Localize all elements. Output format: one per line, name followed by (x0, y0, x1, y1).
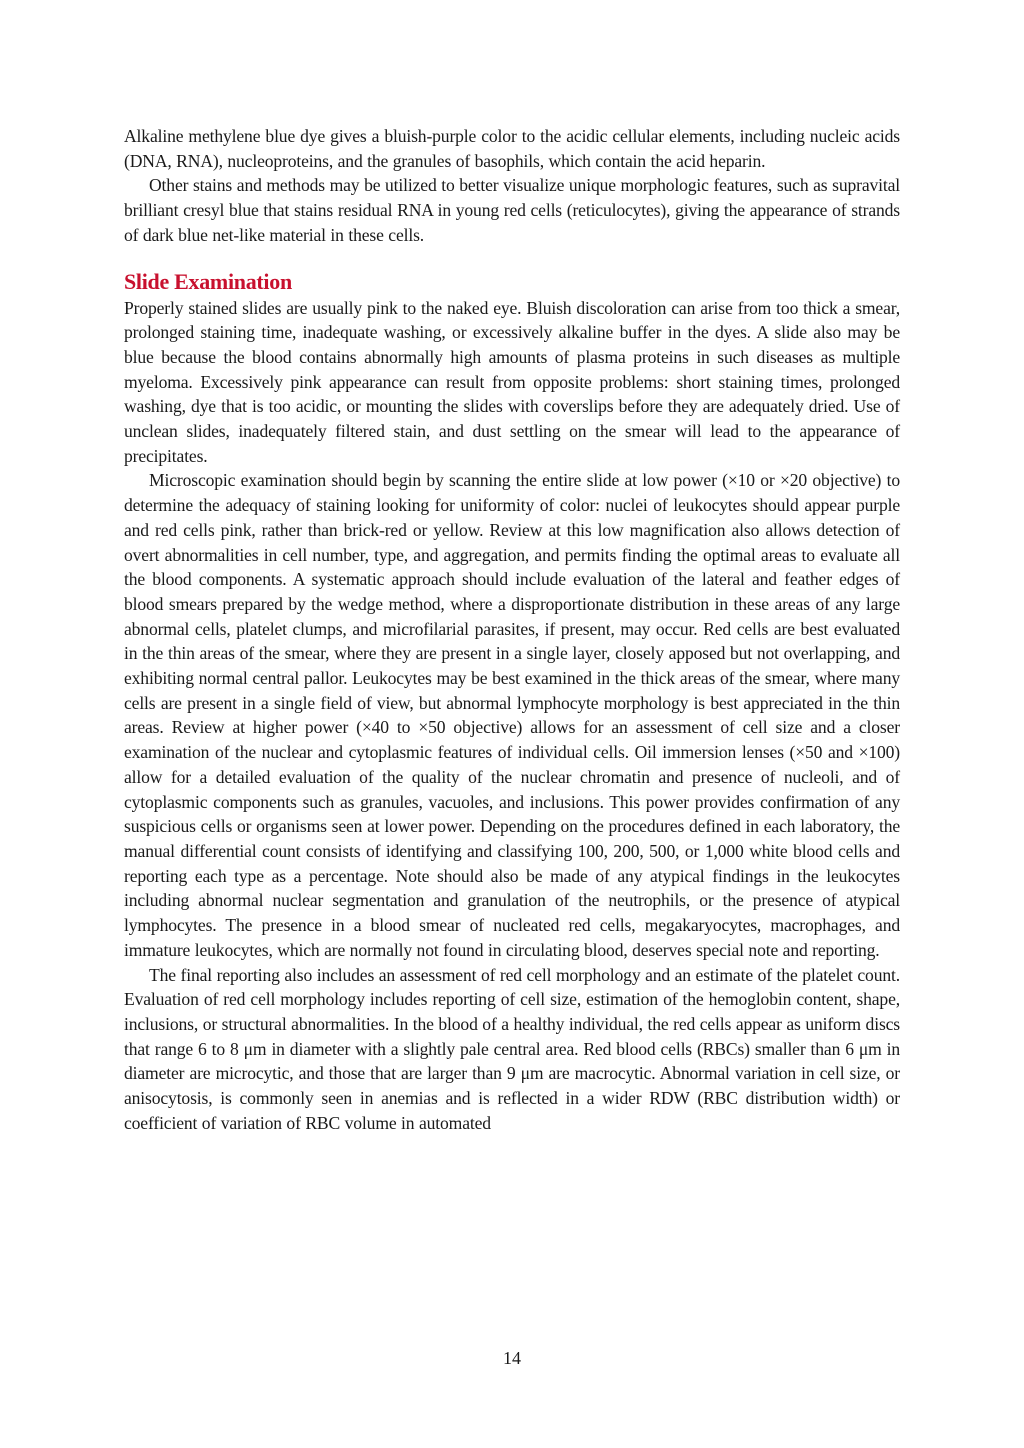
paragraph-final-reporting: The final reporting also includes an assessment of red cell morphology and an estimate of the platelet count. Evaluation of red cell morphology includes reporting of cell size, estimation of the hemoglobin content, shape, inclusions, or structural abnormalities. In the blood of a healthy individual, the red cells appear as uniform discs that range 6 to 8 μm in diameter with a slightly pale central area. Red blood cells (RBCs) smaller than 6 μm in diameter are microcytic, and those that are larger than 9 μm are macrocytic. Abnormal variation in cell size, or anisocytosis, is commonly seen in anemias and is reflected in a wider RDW (RBC distribution width) or coefficient of variation of RBC volume in automated (124, 964, 900, 1133)
document-page (124, 124, 900, 1135)
paragraph-other-stains: Other stains and methods may be utilized to better visualize unique morphologic features, such as supravital brilliant cresyl blue that stains residual RNA in young red cells (reticulocytes), giving the appearance of strands of dark blue net-like material in these cells. (124, 175, 900, 245)
paragraph-stained-slides: Properly stained slides are usually pink to the naked eye. Bluish discoloration can arise from too thick a smear, prolonged staining time, inadequate washing, or excessively alkaline buffer in the dyes. A slide also may be blue because the blood contains abnormally high amounts of plasma proteins in such diseases as multiple myeloma. Excessively pink appearance can result from opposite problems: short staining times, prolonged washing, dye that is too acidic, or mounting the slides with coverslips before they are adequately dried. Use of unclean slides, inadequately filtered stain, and dust settling on the smear will lead to the appearance of precipitates. (124, 297, 900, 466)
paragraph-methylene-blue: Alkaline methylene blue dye gives a bluish-purple color to the acidic cellular elements, including nucleic acids (DNA, RNA), nucleoproteins, and the granules of basophils, which contain the acid heparin. (124, 126, 900, 171)
paragraph-microscopic-examination: Microscopic examination should begin by scanning the entire slide at low power (×10 or ×20 objective) to determine the adequacy of staining looking for uniformity of color: nuclei of leukocytes should appear purple and red cells pink, rather than brick-red or yellow. Review at this low magnification also allows detection of overt abnormalities in cell number, type, and aggregation, and permits finding the optimal areas to evaluate all the blood components. A systematic approach should include evaluation of the lateral and feather edges of blood smears prepared by the wedge method, where a disproportionate distribution in these areas of any large abnormal cells, platelet clumps, and microfilarial parasites, if present, may occur. Red cells are best evaluated in the thin areas of the smear, where they are present in a single layer, closely apposed but not overlapping, and exhibiting normal central pallor. Leukocytes may be best examined in the thick areas of the smear, where many cells are present in a single field of view, but abnormal lymphocyte morphology is best appreciated in the thin areas. Review at higher power (×40 to ×50 objective) allows for an assessment of cell size and a closer examination of the nuclear and cytoplasmic features of individual cells. Oil immersion lenses (×50 and ×100) allow for a detailed evaluation of the quality of the nuclear chromatin and presence of nucleoli, and of cytoplasmic components such as granules, vacuoles, and inclusions. This power provides confirmation of any suspicious cells or organisms seen at lower power. Depending on the procedures defined in each laboratory, the manual differential count consists of identifying and classifying 100, 200, 500, or 1,000 white blood cells and reporting each type as a percentage. Note should also be made of any atypical findings in the leukocytes including abnormal nuclear segmentation and granulation of the neutrophils, or the presence of atypical lymphocytes. The presence in a blood smear of nucleated red cells, megakaryocytes, macrophages, and immature leukocytes, which are normally not found in circulating blood, deserves special note and reporting. (124, 470, 900, 960)
page-number: 14 (503, 1348, 521, 1368)
section-heading-slide-examination: Slide Examination (124, 268, 292, 294)
